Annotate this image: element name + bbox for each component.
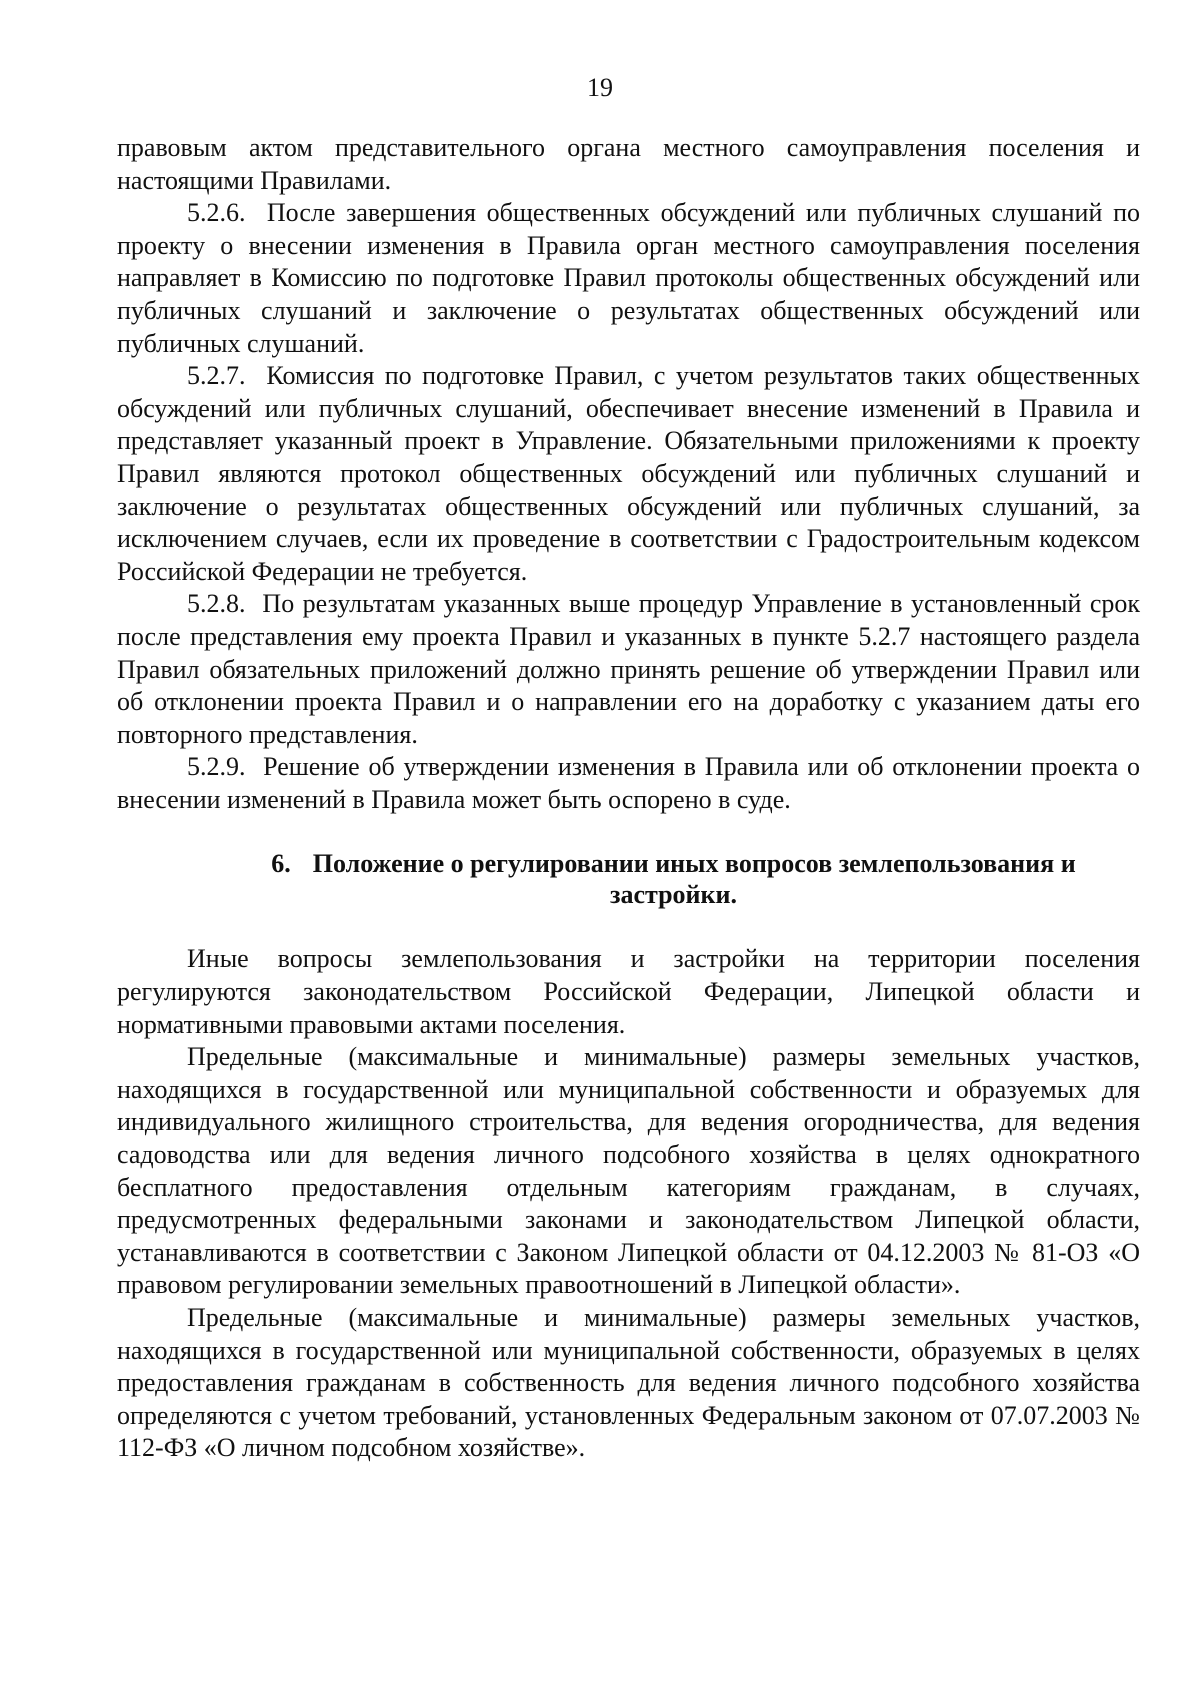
paragraph-5-2-7: 5.2.7. Комиссия по подготовке Правил, с учетом результатов таких общественных обсуждений или публичных слушаний, обеспечивает внесение изменений в Правила и представляет указанный проект в Управление. Обязательными приложениями к проекту Правил являются протокол общественных обсуждений или публичных слушаний и заключение о результатах общественных обсуждений или публичных слушаний, за исключением случаев, если их проведение в соответствии с Градостроительным кодексом Российской Федерации не требуется. bbox=[117, 361, 1140, 586]
paragraph-other-issues: Иные вопросы землепользования и застройки на территории поселения регулируются законодательством Российской Федерации, Липецкой области и нормативными правовыми актами поселения. bbox=[117, 944, 1140, 1039]
paragraph-continuation: правовым актом представительного органа местного самоуправления поселения и настоящими Правилами. bbox=[117, 133, 1140, 195]
document-body bbox=[117, 132, 1140, 1465]
section-heading bbox=[117, 848, 1140, 910]
paragraph-5-2-8: 5.2.8. По результатам указанных выше процедур Управление в установленный срок после представления ему проекта Правил и указанных в пункте 5.2.7 настоящего раздела Правил обязательных приложений должно принять решение об утверждении Правил или об отклонении проекта Правил и о направлении его на доработку с указанием даты его повторного представления. bbox=[117, 589, 1140, 749]
section-title: Положение о регулировании иных вопросов землепользования и застройки. bbox=[312, 849, 1076, 910]
page-number: 19 bbox=[587, 73, 613, 102]
section-number: 6. bbox=[271, 849, 291, 879]
paragraph-5-2-9: 5.2.9. Решение об утверждении изменения в Правила или об отклонении проекта о внесении изменений в Правила может быть оспорено в суде. bbox=[117, 752, 1140, 814]
paragraph-plot-sizes-private-farm: Предельные (максимальные и минимальные) размеры земельных участков, находящихся в государственной или муниципальной собственности, образуемых в целях предоставления гражданам в собственность для ведения личного подсобного хозяйства определяются с учетом требований, установленных Федеральным законом от 07.07.2003 № 112-ФЗ «О личном подсобном хозяйстве». bbox=[117, 1303, 1140, 1463]
paragraph-5-2-6: 5.2.6. После завершения общественных обсуждений или публичных слушаний по проекту о внесении изменения в Правила орган местного самоуправления поселения направляет в Комиссию по подготовке Правил протоколы общественных обсуждений или публичных слушаний и заключение о результатах общественных обсуждений или публичных слушаний. bbox=[117, 198, 1140, 358]
paragraph-plot-sizes-free: Предельные (максимальные и минимальные) размеры земельных участков, находящихся в государственной или муниципальной собственности и образуемых для индивидуального жилищного строительства, для ведения огородничества, для ведения садоводства или для ведения личного подсобного хозяйства в целях однократного бесплатного предоставления отдельным категориям гражданам, в случаях, предусмотренных федеральными законами и законодательством Липецкой области, устанавливаются в соответствии с Законом Липецкой области от 04.12.2003 № 81-ОЗ «О правовом регулировании земельных правоотношений в Липецкой области». bbox=[117, 1042, 1140, 1300]
